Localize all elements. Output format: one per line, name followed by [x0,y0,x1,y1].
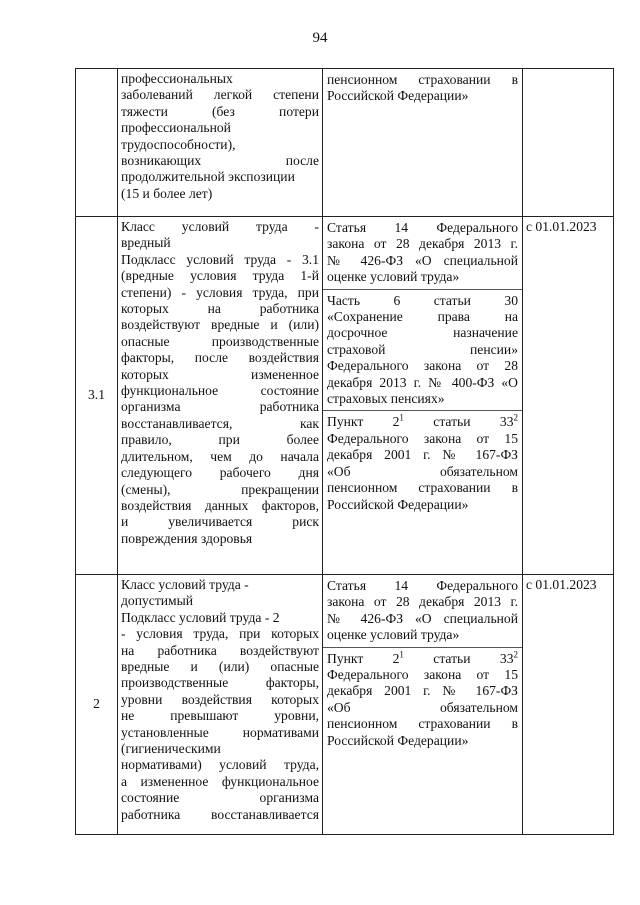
reference-line: Статья 14 Федерального [327,220,518,235]
description-line: (вредные условия труда 1-й [121,268,319,284]
description-line: допустимый [121,593,194,609]
effective-date: с 01.01.2023 [523,217,614,575]
effective-date [523,69,614,217]
description-line: которых на работника [121,301,319,317]
description-line: нормативами) условий труда, [121,757,319,773]
description-line: тяжести (без потери [121,103,319,119]
reference-line: Российской Федерации» [327,732,469,748]
reference-line: декабря 2013 г. № 400-ФЗ «О [327,374,518,390]
reference-line: оценке условий труда» [327,627,460,643]
reference-line: «Сохранение права на [327,309,518,325]
description-line: профессиональных [121,71,233,86]
reference-line: Российской Федерации» [327,496,469,512]
description-line: Подкласс условий труда - 2 [121,609,280,625]
reference-line: страховой пенсии» [327,341,518,357]
reference-line: досрочное назначение [327,325,518,341]
description-line: профессиональной [121,120,231,136]
description-line: следующего рабочего дня [121,465,319,481]
description-line: трудоспособности), [121,136,236,152]
description-line: организма работника [121,399,319,415]
legal-references [323,217,523,575]
legal-reference [323,290,522,412]
description-line: (гигиеническими [121,741,221,757]
description-line: (смены), прекращении [121,481,319,497]
description-line: состояние организма [121,790,319,806]
reference-line: Российской Федерации» [327,88,469,104]
description-line: длительном, чем до начала [121,448,319,464]
description-line: на работника воздействуют [121,642,319,658]
description-line: не превышают уровни, [121,708,319,724]
reference-line: Пункт $2^1$ статьи $33^2$ [327,649,518,666]
description-line: повреждения здоровья [121,530,253,546]
reference-line: № 426-ФЗ «О специальной [327,610,518,626]
reference-line: Федерального закона от 15 [327,430,518,446]
description-line: правило, при более [121,432,319,448]
description-line: уровни воздействия которых [121,691,319,707]
description-line: работника восстанавливается [121,806,319,822]
reference-line: Пункт $2^1$ статьи $33^2$ [327,412,518,430]
reference-line: пенсионном страховании в [327,72,518,87]
class-number [76,69,118,217]
class-description [118,69,323,217]
description-line: которых измененное [121,366,319,382]
reference-line: закона от 28 декабря 2013 г. [327,236,518,252]
description-line: установленные нормативами [121,724,319,740]
classification-table [75,68,614,835]
description-line: вредные и (или) опасные [121,659,319,675]
description-line: вредный [121,235,171,251]
description-line: функциональное состояние [121,383,319,399]
reference-line: декабря 2001 г. № 167-ФЗ [327,447,518,463]
table-row [76,217,614,575]
legal-reference [323,69,522,108]
description-line: и увеличивается риск [121,514,319,530]
description-line: производственные факторы, [121,675,319,691]
legal-reference [323,411,522,515]
legal-reference [323,217,522,290]
description-line: степени) - условия труда, при [121,284,319,300]
description-line: (15 и более лет) [121,185,213,201]
table-row [76,69,614,217]
reference-line: страховых пенсиях» [327,391,445,407]
reference-line: «Об обязательном [327,463,518,479]
reference-line: Федерального закона от 15 [327,667,518,683]
legal-references [323,69,523,217]
description-line: восстанавливается, как [121,415,319,431]
reference-line: декабря 2001 г. № 167-ФЗ [327,683,518,699]
description-line: воздействуют вредные и (или) [121,317,319,333]
reference-line: Часть 6 статьи 30 [327,292,518,308]
class-number: 2 [76,575,118,835]
class-description [118,217,323,575]
description-line: опасные производственные [121,333,319,349]
legal-reference [323,575,522,648]
description-line: факторы, после воздействия [121,350,319,366]
reference-line: № 426-ФЗ «О специальной [327,252,518,268]
description-line: Класс условий труда - [121,219,319,234]
page-number: 94 [312,30,328,46]
table-row [76,575,614,835]
reference-line: Статья 14 Федерального [327,578,518,593]
description-line: Класс условий труда - [121,577,249,592]
reference-line: Федерального закона от 28 [327,358,518,374]
description-line: - условия труда, при которых [121,626,319,642]
reference-line: пенсионном страховании в [327,716,518,732]
class-number: 3.1 [76,217,118,575]
description-line: продолжительной экспозиции [121,169,295,185]
description-line: возникающих после [121,153,319,169]
description-line: воздействия данных факторов, [121,497,319,513]
description-line: заболеваний легкой степени [121,87,319,103]
description-line: а измененное функциональное [121,773,319,789]
class-description [118,575,323,835]
effective-date: с 01.01.2023 [523,575,614,835]
description-line: Подкласс условий труда - 3.1 [121,251,319,267]
legal-reference [323,648,522,752]
reference-line: оценке условий труда» [327,269,460,285]
reference-line: закона от 28 декабря 2013 г. [327,594,518,610]
reference-line: пенсионном страховании в [327,480,518,496]
legal-references [323,575,523,835]
reference-line: «Об обязательном [327,699,518,715]
